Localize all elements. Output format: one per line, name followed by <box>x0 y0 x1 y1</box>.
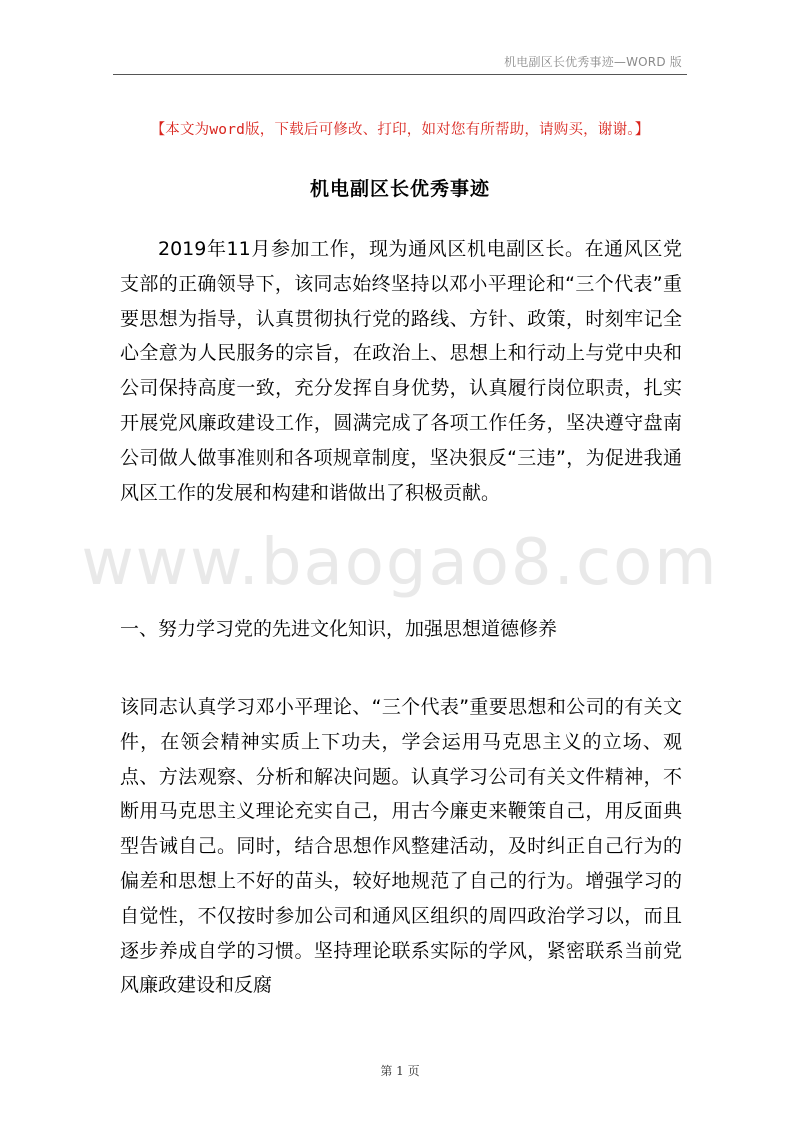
section-paragraph: 该同志认真学习邓小平理论、“三个代表”重要思想和公司的有关文件，在领会精神实质上下功夫，学会运用马克思主义的立场、观点、方法观察、分析和解决问题。认真学习公司有关文件精神，不断用马克思主义理论充实自己，用古今廉吏来鞭策自己，用反面典型告诫自己。同时，结合思想作风整建活动，及时纠正自己行为的偏差和思想上不好的苗头，较好地规范了自己的行为。增强学习的自觉性，不仅按时参加公司和通风区组织的周四政治学习以，而且逐步养成自学的习惯。坚持理论联系实际的学风，紧密联系当前党风廉政建设和反腐 <box>120 696 682 997</box>
document-title: 机电副区长优秀事迹 <box>309 178 490 200</box>
section-heading: 一、努力学习党的先进文化知识，加强思想道德修养 <box>120 618 558 640</box>
page-number: 第 1 页 <box>380 1064 420 1078</box>
header-divider <box>113 74 687 75</box>
running-header: 机电副区长优秀事迹—WORD 版 <box>504 55 682 69</box>
intro-paragraph: 2019年11月参加工作，现为通风区机电副区长。在通风区党支部的正确领导下，该同志始终坚持以邓小平理论和“三个代表”重要思想为指导，认真贯彻执行党的路线、方针、政策，时刻牢记全心全意为人民服务的宗旨，在政治上、思想上和行动上与党中央和公司保持高度一致，充分发挥自身优势，认真履行岗位职责，扎实开展党风廉政建设工作，圆满完成了各项工作任务，坚决遵守盘南公司做人做事准则和各项规章制度，坚决狠反“三违”，为促进我通风区工作的发展和构建和谐做出了积极贡献。 <box>120 238 682 504</box>
download-notice: 【本文为word版，下载后可修改、打印，如对您有所帮助，请购买，谢谢。】 <box>150 122 650 138</box>
watermark: www.baogao8.com <box>81 526 719 600</box>
